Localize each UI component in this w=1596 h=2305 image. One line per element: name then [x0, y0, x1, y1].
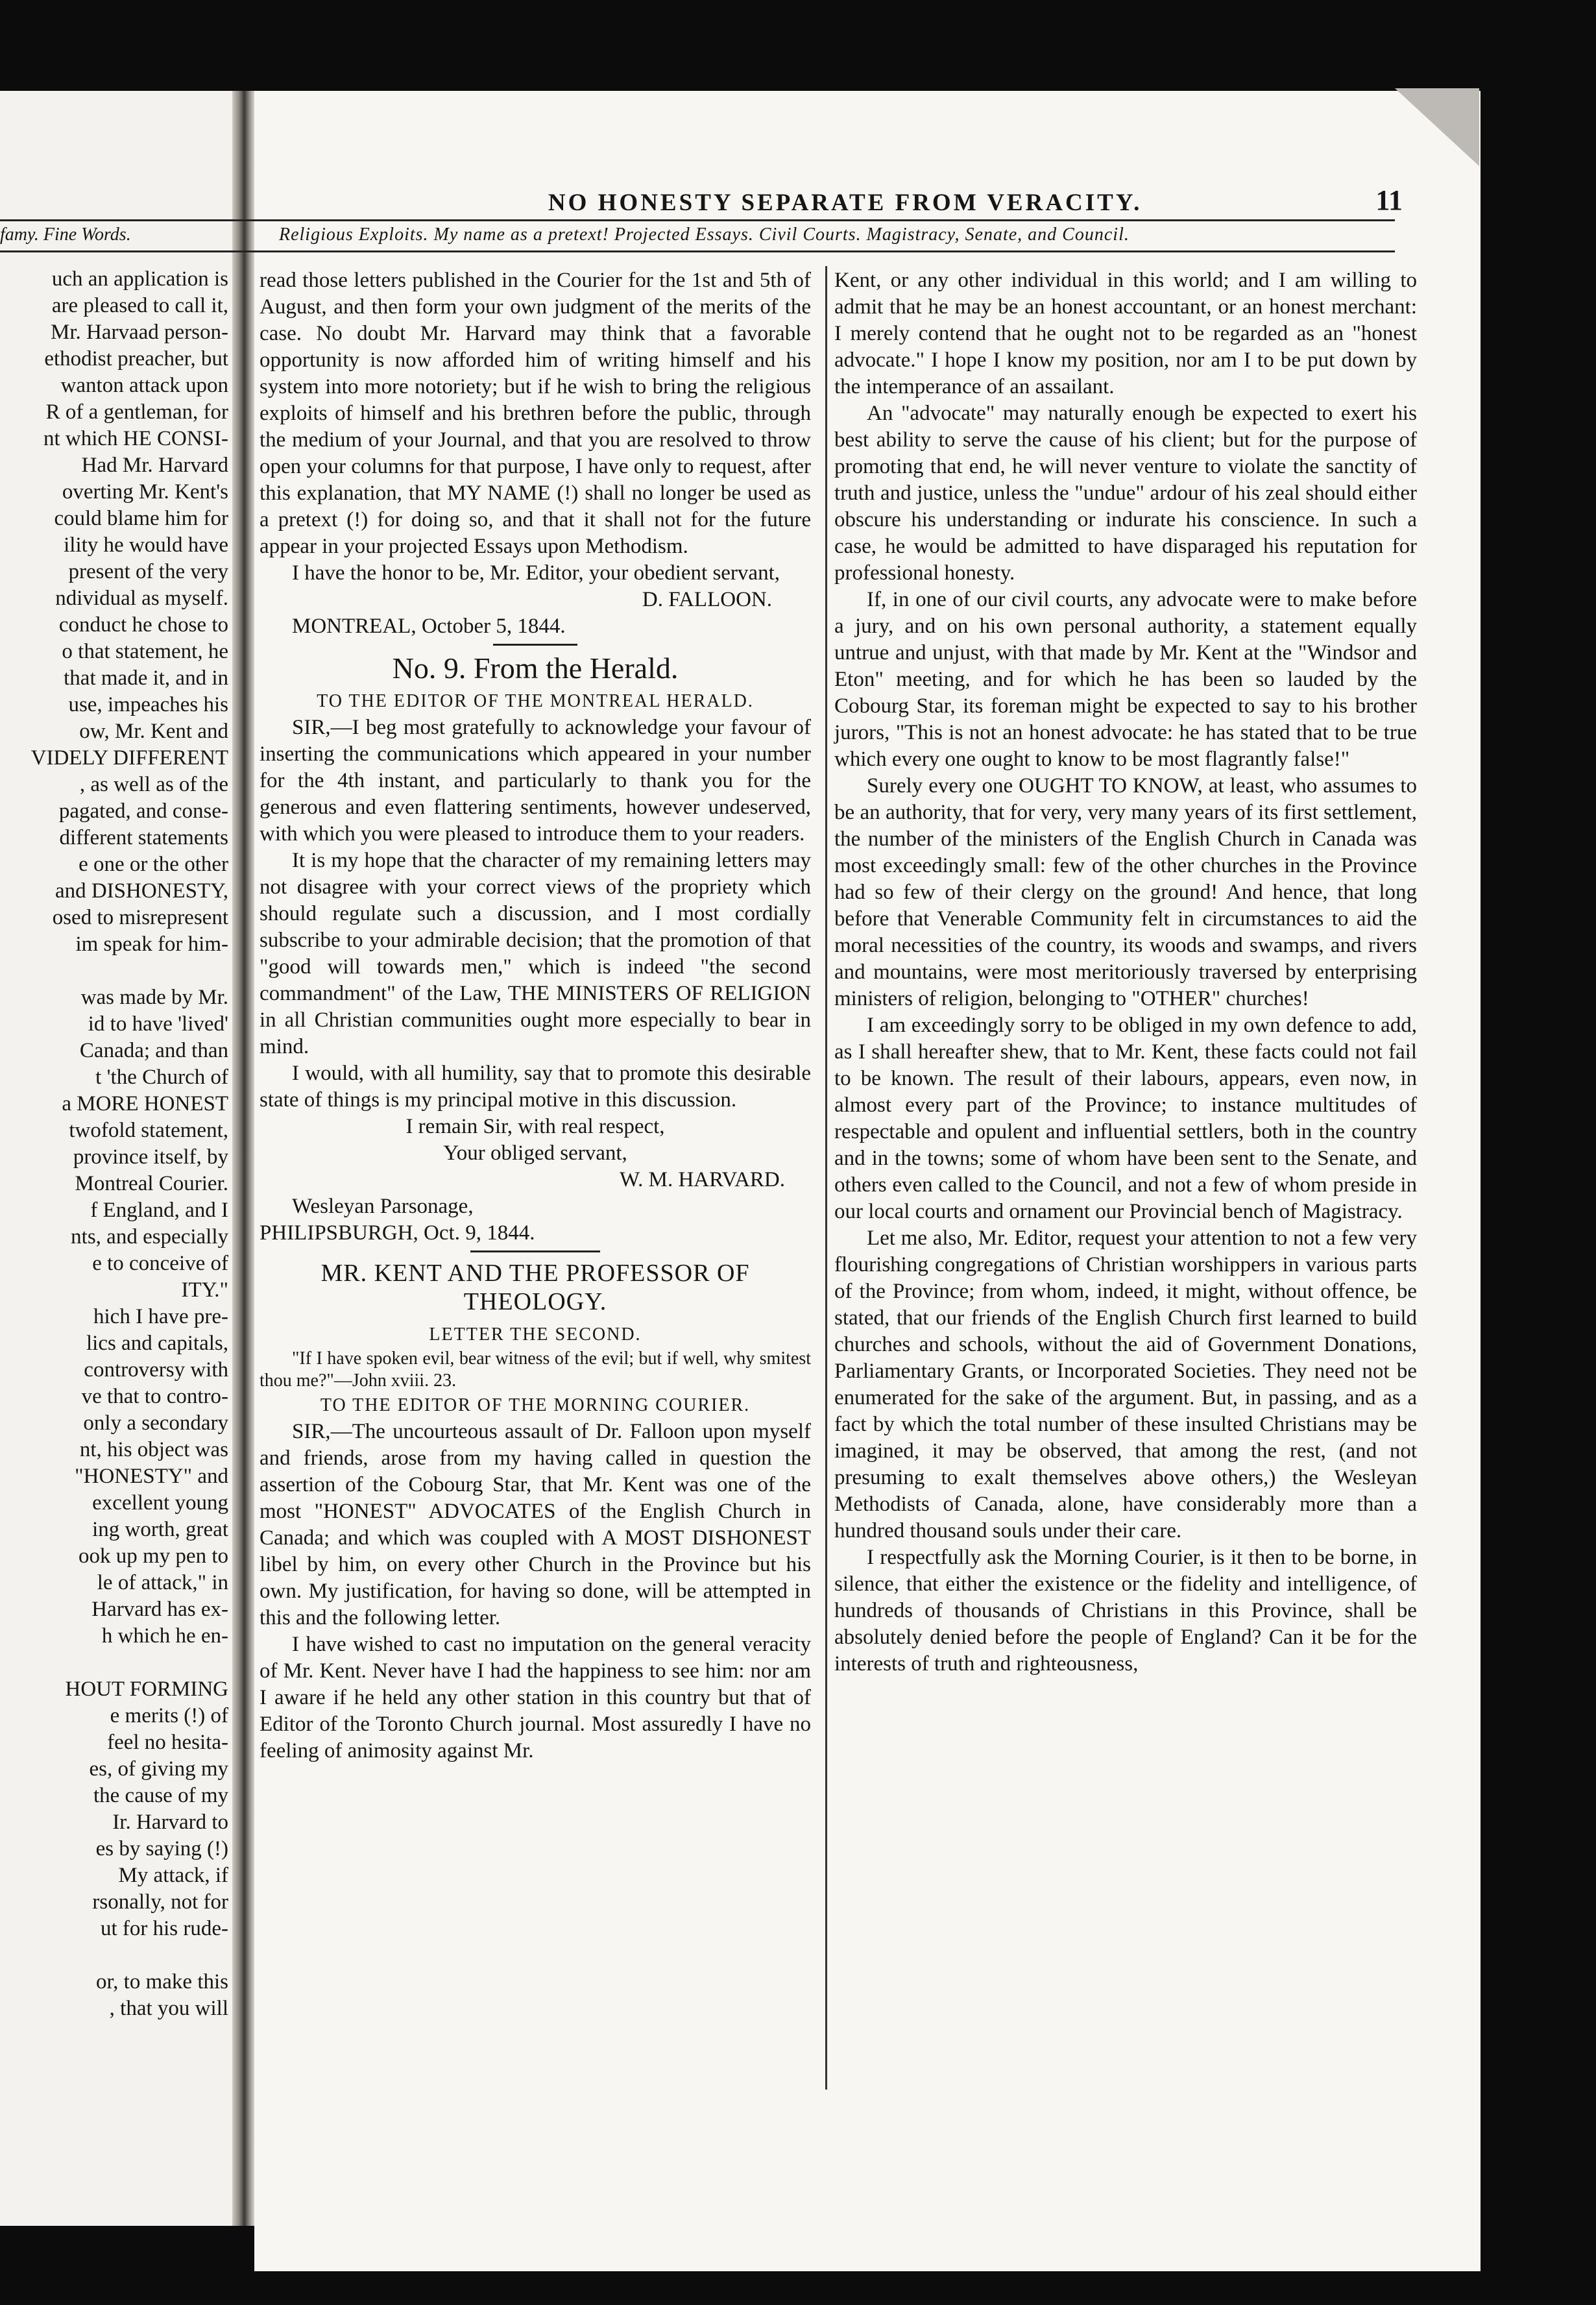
- left-page-line: ility he would have: [64, 533, 228, 557]
- left-page-line: R of a gentleman, for: [45, 400, 228, 424]
- left-page-line: are pleased to call it,: [51, 294, 228, 317]
- left-page-line: t 'the Church of: [95, 1066, 228, 1089]
- left-page-line: Mr. Harvaad person-: [51, 321, 228, 344]
- left-page-line: use, impeaches his: [68, 693, 228, 716]
- dateline: MONTREAL, October 5, 1844.: [292, 615, 566, 638]
- left-page-line: f England, and I: [90, 1199, 228, 1222]
- place: PHILIPSBURGH, Oct. 9, 1844.: [260, 1221, 535, 1245]
- left-page-line: nt which HE CONSI-: [43, 427, 228, 450]
- left-page-line: nts, and especially: [71, 1225, 228, 1249]
- paragraph: I have the honor to be, Mr. Editor, your obedient servant,: [292, 561, 780, 585]
- left-page-line: nt, his object was: [79, 1438, 228, 1461]
- section-heading: MR. KENT AND THE PROFESSOR OF THEOLOGY.: [320, 1260, 750, 1315]
- folded-corner: [1395, 88, 1479, 166]
- paragraph: If, in one of our civil courts, any advocate were to make before a jury, and on his own personal authority, a statement equally untrue and unjust, with that made by Mr. Kent at the "Windsor and Eton" meeting, and for which he has been so lauded by the Cobourg Star, its foreman might be expected to say to his brother jurors, "This is not an honest advocate: he has stated that to be true which every one ought to know to be most flagrantly false!": [834, 588, 1417, 771]
- left-page-line: [0, 1650, 228, 1676]
- page-header: [254, 184, 1403, 217]
- left-page-line: pagated, and conse-: [58, 799, 228, 823]
- left-page-line: controversy with: [84, 1358, 228, 1382]
- left-page-line: e to conceive of: [92, 1252, 228, 1275]
- left-page-line: present of the very: [68, 560, 228, 583]
- left-page-line: "HONESTY" and: [75, 1465, 228, 1488]
- left-page-line: ethodist preacher, but: [44, 347, 228, 371]
- topic-line: Religious Exploits. My name as a pretext! Projected Essays. Civil Courts. Magistracy, Senate, and Council.: [279, 225, 1130, 245]
- left-page-line: e one or the other: [79, 853, 228, 876]
- left-page-line: and DISHONESTY,: [54, 879, 228, 903]
- paragraph: I am exceedingly sorry to be obliged in my own defence to add, as I shall hereafter shew, that to Mr. Kent, these facts could not fail to be known. The result of their labours, appears, even now, in almost every part of the Province; to instance multitudes of respectable and opulent and influential settlers, both in the country and in the towns; some of whom have been sent to the Senate, and others even called to the Council, and not a few of whom preside in our local courts and ornament our Provincial bench of Magistracy.: [834, 1014, 1417, 1223]
- left-page-line: Montreal Courier.: [75, 1172, 228, 1195]
- left-page-line: a MORE HONEST: [62, 1092, 228, 1116]
- left-page-line: ITY.": [181, 1278, 228, 1302]
- column-rule: [825, 266, 827, 2090]
- signature: D. FALLOON.: [642, 588, 772, 611]
- left-page-line: es by saying (!): [95, 1837, 228, 1860]
- left-page-line: hich I have pre-: [93, 1305, 228, 1328]
- left-page-line: e merits (!) of: [110, 1704, 228, 1727]
- left-page-line: excellent young: [92, 1491, 228, 1515]
- subheading: LETTER THE SECOND.: [429, 1324, 642, 1345]
- left-page-line: im speak for him-: [75, 933, 228, 956]
- left-page-line: different statements: [59, 826, 228, 849]
- left-page-line: Had Mr. Harvard: [81, 454, 228, 477]
- left-page-line: ook up my pen to: [79, 1544, 228, 1568]
- left-page-line: ve that to contro-: [81, 1385, 228, 1408]
- paragraph: I have wished to cast no imputation on the general veracity of Mr. Kent. Never have I had the happiness to see him: nor am I aware if he held any other station in this country but that of Editor of the Toronto Church journal. Most assuredly I have no feeling of animosity against Mr.: [260, 1633, 811, 1762]
- paragraph: I would, with all humility, say that to promote this desirable state of things is my principal motive in this discussion.: [260, 1062, 811, 1112]
- left-page-line: ut for his rude-: [100, 1917, 228, 1940]
- divider: [493, 644, 577, 646]
- left-page-line: Harvard has ex-: [91, 1598, 228, 1621]
- left-page-line: overting Mr. Kent's: [62, 480, 228, 504]
- left-page-line: [0, 958, 228, 984]
- left-page-line: osed to misrepresent: [52, 906, 228, 929]
- left-page-line: o that statement, he: [62, 640, 228, 663]
- closing: I remain Sir, with real respect,: [405, 1115, 665, 1138]
- page-number: 11: [1375, 184, 1403, 216]
- left-page-line: h which he en-: [101, 1624, 228, 1648]
- left-page-line: province itself, by: [73, 1145, 228, 1169]
- paragraph: SIR,—The uncourteous assault of Dr. Falloon upon myself and friends, arose from my having called in question the assertion of the Cobourg Star, that Mr. Kent was one of the most "HONEST" ADVOCATES of the English Church in Canada; and which was coupled with A MOST DISHONEST libel by him, on every other Church in the Province but his own. My justification, for having so done, will be attempted in this and the following letter.: [260, 1420, 811, 1629]
- left-page-line: ow, Mr. Kent and: [79, 720, 228, 743]
- paragraph: It is my hope that the character of my remaining letters may not disagree with your correct views of the propriety which should regulate such a discussion, and I most cordially subscribe to your admirable decision; that the promotion of that "good will towards men," which is indeed "the second commandment" of the Law, THE MINISTERS OF RELIGION in all Christian communities ought more especially to bear in mind.: [260, 849, 811, 1058]
- running-head: NO HONESTY SEPARATE FROM VERACITY.: [548, 189, 1143, 216]
- left-page-line: could blame him for: [54, 507, 228, 530]
- column-two: [834, 267, 1417, 1677]
- left-page-line: My attack, if: [118, 1864, 228, 1887]
- closing: Your obliged servant,: [443, 1141, 627, 1165]
- place: Wesleyan Parsonage,: [292, 1195, 474, 1218]
- left-page-line: id to have 'lived': [88, 1012, 228, 1036]
- left-page-line: [0, 1942, 228, 1969]
- left-page-line: , that you will: [109, 1997, 228, 2020]
- left-page-line: es, of giving my: [89, 1757, 228, 1781]
- left-page-text: [0, 266, 228, 2022]
- left-page-line: the cause of my: [93, 1784, 228, 1807]
- left-page-line: only a secondary: [83, 1411, 228, 1435]
- left-page-line: , as well as of the: [79, 773, 228, 796]
- left-page-line: rsonally, not for: [92, 1890, 228, 1914]
- left-page-line: feel no hesita-: [107, 1731, 228, 1754]
- paragraph: I respectfully ask the Morning Courier, is it then to be borne, in silence, that either the existence or the fidelity and intelligence, of hundreds of thousands of Christians in this Province, shall be absolutely denied before the people of England? Can it be for the interests of truth and righteousness,: [834, 1546, 1417, 1676]
- left-page-line: VIDELY DIFFERENT: [30, 746, 228, 770]
- book-gutter: [232, 91, 254, 2226]
- header-rule: [0, 219, 1395, 221]
- addressee: TO THE EDITOR OF THE MONTREAL HERALD.: [317, 691, 754, 711]
- left-page-line: le of attack," in: [97, 1571, 228, 1594]
- left-page-line: wanton attack upon: [60, 374, 228, 397]
- topic-rule: [0, 250, 1395, 252]
- paragraph: read those letters published in the Courier for the 1st and 5th of August, and then form your own judgment of the merits of the case. No doubt Mr. Harvard may think that a favorable opportunity is now afforded him of writing himself and his system into more notoriety; but if he wish to bring the religious exploits of himself and his brethren before the public, through the medium of your Journal, and that you are resolved to throw open your columns for that purpose, I have only to request, after this explanation, that MY NAME (!) shall no longer be used as a pretext (!) for doing so, and that it shall not for the future appear in your projected Essays upon Methodism.: [260, 269, 811, 558]
- paragraph: Kent, or any other individual in this world; and I am willing to admit that he may be an honest accountant, or an honest merchant: I merely contend that he ought not to be regarded as an "honest advocate." I hope I know my position, nor am I to be put down by the intemperance of an assailant.: [834, 269, 1417, 398]
- left-page-line: ndividual as myself.: [55, 587, 228, 610]
- left-page-line: HOUT FORMING: [65, 1677, 228, 1701]
- left-page-line: or, to make this: [96, 1970, 228, 1994]
- left-page-line: Canada; and than: [79, 1039, 228, 1062]
- left-page-line: ing worth, great: [92, 1518, 228, 1541]
- signature: W. M. HARVARD.: [620, 1168, 785, 1191]
- paragraph: Let me also, Mr. Editor, request your attention to not a few very flourishing congregations of Christian worshippers in various parts of the Province; from whom, indeed, it might, without offence, be stated, that our friends of the English Church first learned to build churches and schools, without the aid of Government Donations, Parliamentary Grants, or Incorporated Societies. They need not be enumerated for the sake of the argument. But, in passing, and as a fact by which the total number of these insulted Christians may be imagined, it may be observed, that among the rest, (and not presuming to exalt themselves above others,) the Wesleyan Methodists of Canada, alone, have considerably more than a hundred thousand souls under their care.: [834, 1226, 1417, 1543]
- epigraph: "If I have spoken evil, bear witness of the evil; but if well, why smitest thou me?"—John xviii. 23.: [260, 1348, 811, 1391]
- left-page-line: Ir. Harvard to: [112, 1811, 228, 1834]
- divider: [470, 1250, 600, 1252]
- addressee: TO THE EDITOR OF THE MORNING COURIER.: [320, 1395, 751, 1415]
- left-page-line: that made it, and in: [64, 666, 228, 690]
- column-one: [260, 267, 811, 1764]
- paragraph: Surely every one OUGHT TO KNOW, at least, who assumes to be an authority, that for very, very many years of its first settlement, the number of the ministers of the English Church in Canada was most exceedingly small: few of the other churches in the Province had so few of their clergy on the ground! And hence, that long before that Venerable Community felt in circumstances to aid the moral necessities of the country, its woods and swamps, and rivers and mountains, were most meritoriously traversed by enterprising ministers of religion, belonging to "OTHER" churches!: [834, 774, 1417, 1010]
- left-page-line: conduct he chose to: [58, 613, 228, 637]
- left-page-line: was made by Mr.: [80, 986, 228, 1009]
- paragraph: An "advocate" may naturally enough be expected to exert his best ability to serve the cause of his client; but for the purpose of promoting that end, he will never venture to violate the sanctity of truth and justice, unless the "undue" ardour of his zeal should either obscure his understanding or indurate his conscience. In such a case, he would be admitted to have disparaged his reputation for professional honesty.: [834, 402, 1417, 585]
- paragraph: SIR,—I beg most gratefully to acknowledge your favour of inserting the communications which appeared in your number for the 4th instant, and particularly to thank you for the generous and even flattering sentiments, however undeserved, with which you were pleased to introduce them to your readers.: [260, 716, 811, 846]
- left-topics: famy. Fine Words.: [0, 225, 131, 245]
- left-page-line: uch an application is: [51, 267, 228, 291]
- article-heading: No. 9. From the Herald.: [392, 652, 679, 685]
- left-page-line: twofold statement,: [69, 1119, 228, 1142]
- left-page-line: lics and capitals,: [86, 1332, 228, 1355]
